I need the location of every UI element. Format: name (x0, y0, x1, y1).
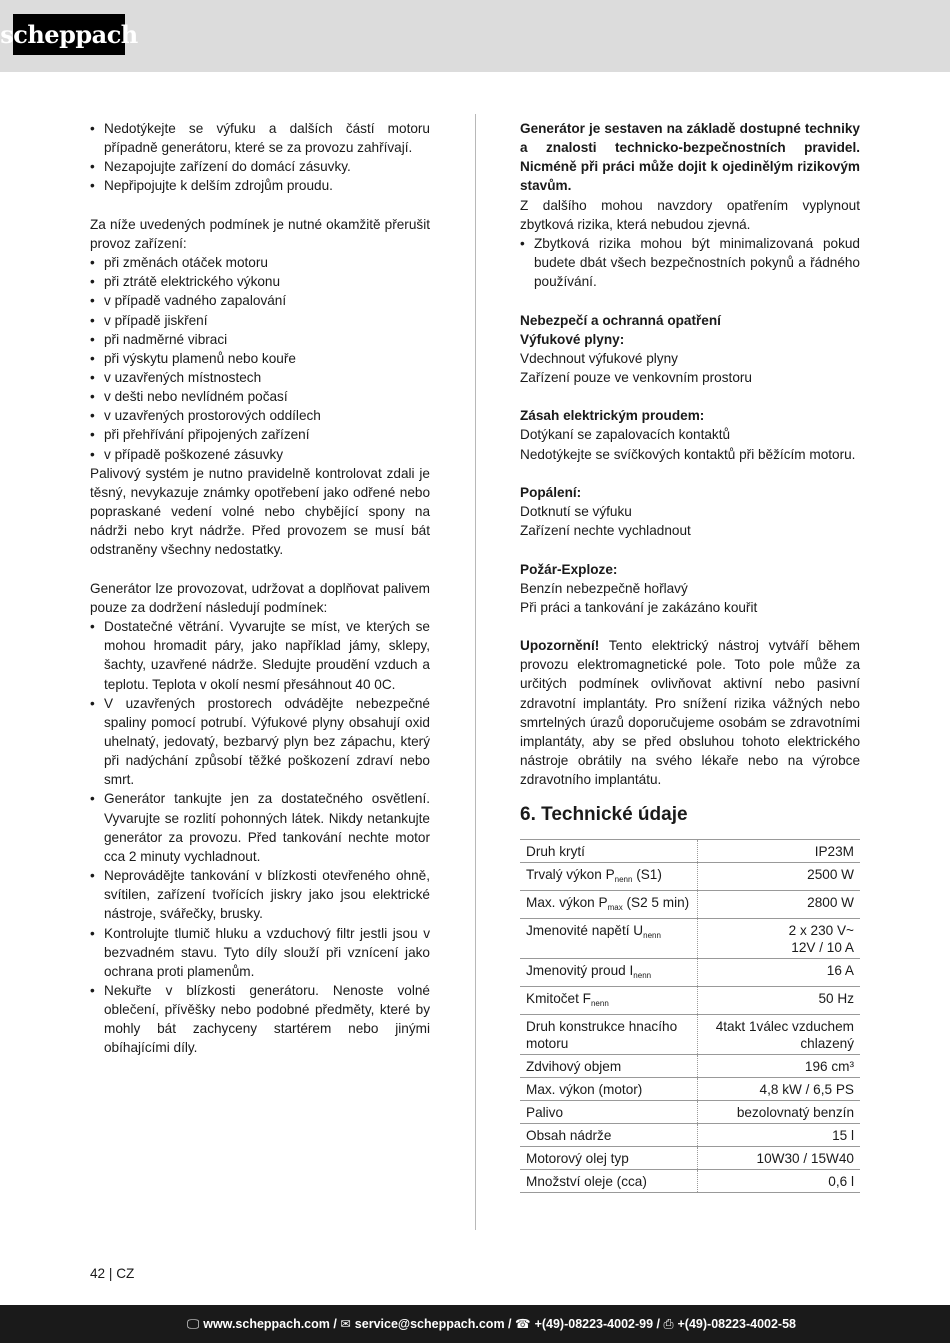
hazard-line: Dotýkaní se zapalovacích kontaktů (520, 427, 731, 443)
scheppach-logo: scheppach (13, 14, 125, 55)
spec-value: 10W30 / 15W40 (698, 1147, 861, 1170)
footer-contact (187, 1316, 796, 1332)
hazard-line: Zařízení nechte vychladnout (520, 523, 691, 539)
spec-label (520, 840, 698, 863)
spec-row (520, 1055, 860, 1078)
spec-value: 4takt 1válec vzduchem chlazený (698, 1015, 861, 1055)
spec-row (520, 959, 860, 987)
list-item: • Zbytková rizika mohou být minimalizovaná pokud budete dbát všech bezpečnostních pokynů a řádného používání. (520, 234, 860, 291)
spec-label (520, 863, 698, 891)
spec-label (520, 1101, 698, 1124)
spec-value: IP23M (698, 840, 861, 863)
list-item: • v případě vadného zapalování (90, 291, 430, 310)
spec-label-text: Max. výkon (motor) (526, 1082, 643, 1098)
hazard-title: Požár-Exploze: (520, 561, 618, 577)
hazards-heading: Nebezpečí a ochranná opatření (520, 312, 721, 328)
spec-value: 50 Hz (698, 987, 861, 1015)
spec-row (520, 1170, 860, 1193)
paragraph-fuel-system: Palivový systém je nutno pravidelně kontrolovat zdali je těsný, nevykazuje známky opotřebení jako odřené nebo popraskané vedení volné nebo chybějící spony na nádrži nebo kryt nádrže. Před provozem se musí bát odstraněny všechny nedostatky. (90, 465, 430, 558)
spec-row (520, 919, 860, 959)
spec-label-text: Trvalý výkon P (526, 867, 615, 883)
intro-text: Z dalšího mohou navzdory opatřením vyplynout zbytková rizika, která nebudou zjevná. (520, 197, 860, 232)
bullet-list-safety (90, 119, 430, 196)
intro-bold: Generátor je sestaven na základě dostupné techniky a znalosti technicko-bezpečnostních pravidel. Nicméně při práci může dojit k ojedinělým rizikovým stavům. (520, 121, 860, 194)
spec-label-text: Druh krytí (526, 844, 585, 860)
spec-label (520, 1055, 698, 1078)
paragraph-operating-conditions: Generátor lze provozovat, udržovat a doplňovat palivem pouze za dodržení následují podmínek: (90, 580, 430, 615)
list-item: • při výskytu plamenů nebo kouře (90, 349, 430, 368)
spec-row (520, 1147, 860, 1170)
list-item: • v dešti nebo nevlídném počasí (90, 387, 430, 406)
spec-label-subscript: nenn (633, 971, 652, 981)
computer-icon: 🖵 (187, 1317, 200, 1331)
page-header (0, 0, 950, 72)
hazard-line: Nedotýkejte se svíčkových kontaktů při běžícím motoru. (520, 446, 856, 462)
spec-label (520, 891, 698, 919)
list-item: • Nekuřte v blízkosti generátoru. Nenoste volné oblečení, přívěšky nebo podobné předměty, které by mohly bát zachyceny startérem nebo jinými obíhajícími díly. (90, 981, 430, 1058)
spec-label (520, 1078, 698, 1101)
list-item: • při přehřívání připojených zařízení (90, 425, 430, 444)
spec-label-subscript: nenn (614, 875, 633, 885)
list-item: • Nepřipojujte k delším zdrojům proudu. (90, 176, 430, 195)
spec-value: 4,8 kW / 6,5 PS (698, 1078, 861, 1101)
spec-table (520, 839, 860, 1193)
spec-value: 15 l (698, 1124, 861, 1147)
list-item: • v případě jiskření (90, 311, 430, 330)
warning-text: Tento elektrický nástroj vytváří během provozu elektromagnetické pole. Toto pole může za určitých podmínek ovlivňovat aktivní nebo pasivní zdravotní implantáty. Pro snížení rizika vážných nebo smrtelných úrazů doporučujeme osobám se zdravotními implantáty, aby se před obsluhou tohoto elektrického nástroje obrátily na svého lékaře nebo na výrobce zdravotního implantátu. (520, 638, 860, 788)
column-divider (475, 114, 476, 1230)
hazard-line: Benzín nebezpečně hořlavý (520, 580, 688, 596)
spec-value: 2500 W (698, 863, 861, 891)
spec-value: bezolovnatý benzín (698, 1101, 861, 1124)
list-item: • v uzavřených prostorových oddílech (90, 406, 430, 425)
spec-label-text: Druh konstrukce hnacího motoru (526, 1019, 678, 1052)
hazard-line: Zařízení pouze ve venkovním prostoru (520, 370, 752, 386)
spec-value: 2 x 230 V~ 12V / 10 A (698, 919, 861, 959)
spec-label-suffix: (S2 5 min) (622, 895, 690, 911)
list-item: • Generátor tankujte jen za dostatečného osvětlení. Vyvarujte se rozlití pohonných látek. Nikdy netankujte generátor za provozu. Před tankování nechte motor cca 2 minuty vychladnout. (90, 789, 430, 866)
page-number-value: 42 (90, 1266, 106, 1281)
spec-label-text: Množství oleje (cca) (526, 1174, 647, 1190)
list-item: • při nadměrné vibraci (90, 330, 430, 349)
fax-icon: ⎙ (663, 1317, 674, 1331)
spec-row (520, 863, 860, 891)
page-number (90, 1266, 134, 1281)
bullet-list-conditions (90, 617, 430, 1058)
spec-label (520, 919, 698, 959)
spec-label (520, 959, 698, 987)
spec-row (520, 840, 860, 863)
spec-label (520, 1170, 698, 1193)
footer-email: service@scheppach.com (354, 1317, 505, 1331)
spec-label-text: Jmenovité napětí U (526, 923, 644, 939)
spec-row (520, 1124, 860, 1147)
list-item: • V uzavřených prostorech odvádějte nebezpečné spaliny pomocí potrubí. Výfukové plyny obsahují oxid uhelnatý, jedovatý, bezbarvý plyn bez zápachu, který při nadýchání způsobí těžké poškození zdraví nebo smrt. (90, 694, 430, 790)
bullet-list-residual (520, 234, 860, 291)
spec-label-subscript: nenn (643, 931, 661, 941)
footer-phone: +(49)-08223-4002-99 (534, 1317, 654, 1331)
spec-row (520, 987, 860, 1015)
list-item: • v uzavřených místnostech (90, 368, 430, 387)
spec-row (520, 1078, 860, 1101)
spec-label (520, 1147, 698, 1170)
bullet-list-stop (90, 253, 430, 464)
section-title: 6. Technické údaje (520, 804, 688, 826)
list-item: • Kontrolujte tlumič hluku a vzduchový filtr jestli jsou v bezvadném stavu. Tyto díly slouží při vznícení jako ochrana proti plamenům. (90, 924, 430, 981)
list-item: • Neprovádějte tankování v blízkosti otevřeného ohně, svítilen, zařízení tvořících jiskry jako jsou elektrické nástroje, svářečky, brusky. (90, 866, 430, 923)
list-item: • v případě poškozené zásuvky (90, 445, 430, 464)
spec-label-suffix: (S1) (632, 867, 662, 883)
spec-label-text: Palivo (526, 1105, 564, 1121)
spec-label (520, 1015, 698, 1055)
hazard-line: Při práci a tankování je zakázáno kouřit (520, 599, 758, 615)
footer-separator: / (504, 1317, 515, 1331)
hazard-title: Popálení: (520, 484, 582, 500)
spec-value: 0,6 l (698, 1170, 861, 1193)
spec-label-text: Motorový olej typ (526, 1151, 629, 1167)
spec-label (520, 1124, 698, 1147)
footer-fax: +(49)-08223-4002-58 (677, 1317, 796, 1331)
spec-row (520, 1101, 860, 1124)
spec-label-subscript: nenn (590, 999, 609, 1009)
list-item: • při ztrátě elektrického výkonu (90, 272, 430, 291)
spec-label-text: Jmenovitý proud I (526, 963, 634, 979)
hazard-line: Vdechnout výfukové plyny (520, 350, 678, 366)
hazard-title: Zásah elektrickým proudem: (520, 408, 705, 424)
mail-icon: ✉ (340, 1317, 351, 1331)
hazard-line: Dotknutí se výfuku (520, 504, 632, 520)
spec-value: 2800 W (698, 891, 861, 919)
page-separator: | (108, 1266, 113, 1281)
list-item: • Dostatečné větrání. Vyvarujte se míst, ve kterých se mohou hromadit páry, jako například jámy, sklepy, šachty, uzavřené nádrže. Sledujte proudění vzduch a teplotu. Teplota v okolí nesmí přesáhnout 40 0C. (90, 617, 430, 694)
right-column (520, 119, 860, 1193)
spec-value: 196 cm³ (698, 1055, 861, 1078)
warning-label: Upozornění! (520, 638, 600, 654)
left-column (90, 119, 430, 1058)
list-item: • Nezapojujte zařízení do domácí zásuvky. (90, 157, 430, 176)
footer-web: www.scheppach.com (203, 1317, 330, 1331)
spec-label-text: Obsah nádrže (526, 1128, 612, 1144)
spec-value: 16 A (698, 959, 861, 987)
spec-row (520, 891, 860, 919)
page-language: CZ (116, 1266, 135, 1281)
warning-paragraph (520, 636, 860, 789)
list-item: • při změnách otáček motoru (90, 253, 430, 272)
spec-label-text: Zdvihový objem (526, 1059, 622, 1075)
footer-separator: / (653, 1317, 664, 1331)
spec-label-subscript: max (607, 903, 623, 913)
footer-separator: / (329, 1317, 341, 1331)
spec-label-text: Kmitočet F (526, 991, 591, 1007)
phone-icon: ☎ (514, 1317, 531, 1331)
spec-label-text: Max. výkon P (526, 895, 608, 911)
spec-label (520, 987, 698, 1015)
paragraph-stop-conditions: Za níže uvedených podmínek je nutné okamžitě přerušit provoz zařízení: (90, 216, 430, 251)
list-item: • Nedotýkejte se výfuku a dalších částí motoru případně generátoru, které se za provozu zahřívají. (90, 119, 430, 157)
spec-row (520, 1015, 860, 1055)
hazard-title: Výfukové plyny: (520, 331, 625, 347)
page-footer (0, 1305, 950, 1343)
